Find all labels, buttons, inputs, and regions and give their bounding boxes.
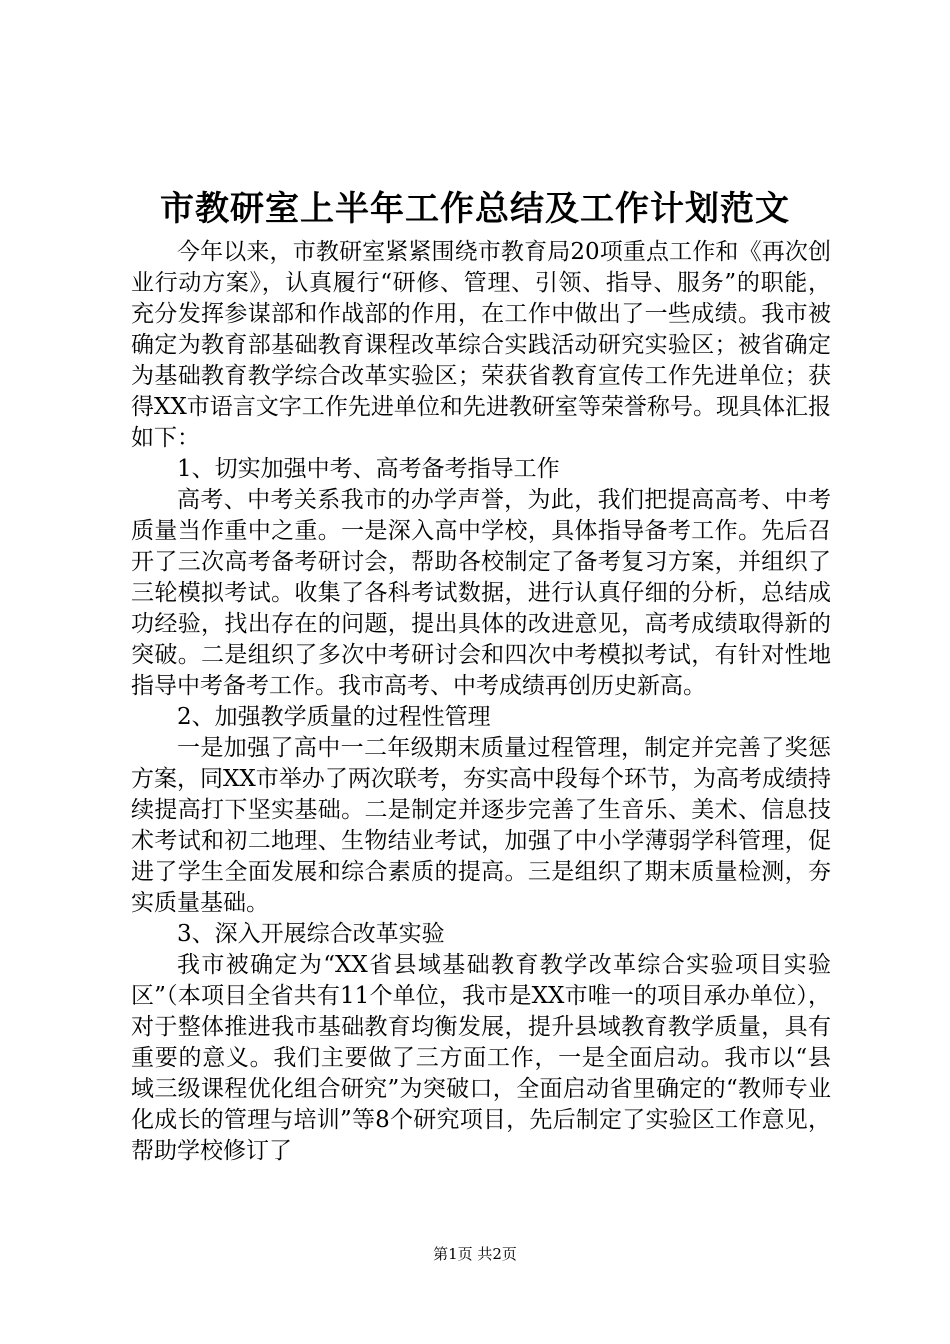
section-paragraph-1: 高考、中考关系我市的办学声誉，为此，我们把提高高考、中考质量当作重中之重。一是深入高中学校，具体指导备考工作。先后召开了三次高考备考研讨会，帮助各校制定了备考复习方案，并组织了三轮模拟考试。收集了各科考试数据，进行认真仔细的分析，总结成功经验，找出存在的问题，提出具体的改进意见，高考成绩取得新的突破。二是组织了多次中考研讨会和四次中考模拟考试，有针对性地指导中考备考工作。我市高考、中考成绩再创历史新高。: [131, 487, 831, 699]
document-body: [131, 237, 831, 1167]
section-heading-2: 2、加强教学质量的过程性管理: [177, 704, 491, 730]
intro-paragraph: 今年以来，市教研室紧紧围绕市教育局20项重点工作和《再次创业行动方案》，认真履行“研修、管理、引领、指导、服务”的职能，充分发挥参谋部和作战部的作用，在工作中做出了一些成绩。我市被确定为教育部基础教育课程改革综合实践活动研究实验区；被省确定为基础教育教学综合改革实验区；荣获省教育宣传工作先进单位；获得XX市语言文字工作先进单位和先进教研室等荣誉称号。现具体汇报如下：: [131, 239, 831, 451]
section-heading-3: 3、深入开展综合改革实验: [177, 921, 445, 947]
section-paragraph-3: 我市被确定为“XX省县域基础教育教学改革综合实验项目实验区”（本项目全省共有11个单位，我市是XX市唯一的项目承办单位），对于整体推进我市基础教育均衡发展，提升县域教育教学质量，具有重要的意义。我们主要做了三方面工作，一是全面启动。我市以“县域三级课程优化组合研究”为突破口，全面启动省里确定的“教师专业化成长的管理与培训”等8个研究项目，先后制定了实验区工作意见，帮助学校修订了: [131, 952, 831, 1164]
section-paragraph-2: 一是加强了高中一二年级期末质量过程管理，制定并完善了奖惩方案，同XX市举办了两次联考，夯实高中段每个环节，为高考成绩持续提高打下坚实基础。二是制定并逐步完善了生音乐、美术、信息技术考试和初二地理、生物结业考试，加强了中小学薄弱学科管理，促进了学生全面发展和综合素质的提高。三是组织了期末质量检测，夯实质量基础。: [131, 735, 831, 916]
section-heading-1: 1、切实加强中考、高考备考指导工作: [177, 456, 560, 482]
page-footer: 第1页 共2页: [433, 1245, 517, 1263]
document-title: 市教研室上半年工作总结及工作计划范文: [160, 189, 790, 229]
